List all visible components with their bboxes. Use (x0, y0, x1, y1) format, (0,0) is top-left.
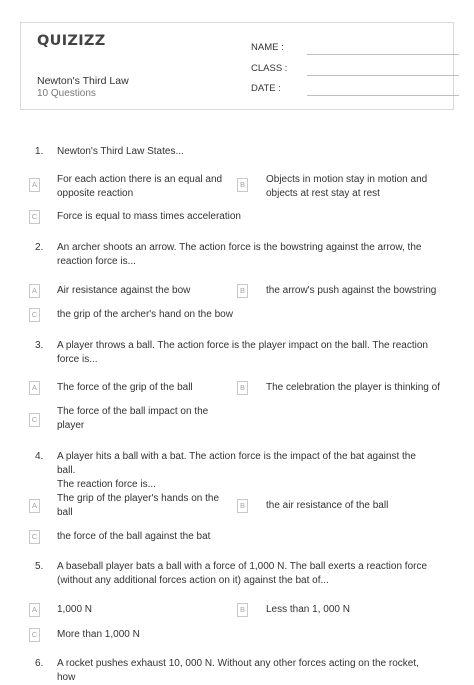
question-number: 6. (35, 658, 44, 669)
choice-letter-box: A (29, 603, 40, 617)
choice-letter-box: B (237, 603, 248, 617)
question-number: 1. (35, 146, 44, 157)
choice-letter-box: A (29, 499, 40, 513)
choice-text: For each action there is an equal and opposite reaction (57, 174, 223, 199)
choice-letter-box: B (237, 381, 248, 395)
choice-text: Force is equal to mass times acceleration (57, 211, 241, 222)
question-text: A player throws a ball. The action force is the player impact on the ball. The reaction force is... (57, 340, 428, 365)
choice-letter-box: A (29, 284, 40, 298)
choice-text: the grip of the archer's hand on the bow (57, 309, 233, 320)
choice-letter-box: B (237, 178, 248, 192)
choice-text: The force of the ball impact on the player (57, 406, 209, 431)
question-text: A player hits a ball with a bat. The action force is the impact of the bat against the ball. The reaction force is... (57, 451, 416, 490)
choice-letter-box: C (29, 530, 40, 544)
worksheet-header (20, 22, 454, 110)
name-label: NAME : (251, 42, 284, 53)
choice-letter-box: C (29, 413, 40, 427)
choice-letter-box: A (29, 178, 40, 192)
choice-text: Air resistance against the bow (57, 285, 191, 296)
class-line (307, 75, 459, 76)
choice-text: The celebration the player is thinking of (266, 382, 440, 393)
question-text: A baseball player bats a ball with a force of 1,000 N. The ball exerts a reaction force (without any additional forces action on it) against the bat of... (57, 561, 428, 586)
choice-letter-box: A (29, 381, 40, 395)
name-line (307, 54, 459, 55)
question-number: 2. (35, 242, 44, 253)
class-label: CLASS : (251, 63, 288, 74)
choice-text: 1,000 N (57, 604, 93, 615)
worksheet-title: Newton's Third Law (37, 75, 129, 87)
question-text: Newton's Third Law States... (57, 146, 184, 157)
choice-text: More than 1,000 N (57, 629, 140, 640)
choice-text: the force of the ball against the bat (57, 531, 211, 542)
quizizz-logo: QUIZIZZ (37, 33, 106, 49)
choice-text: the arrow's push against the bowstring (266, 285, 437, 296)
choice-text: The grip of the player's hands on the ball (57, 493, 220, 518)
date-line (307, 95, 459, 96)
worksheet-subtitle: 10 Questions (37, 88, 96, 99)
choice-text: Less than 1, 000 N (266, 604, 350, 615)
choice-letter-box: C (29, 308, 40, 322)
choice-text: Objects in motion stay in motion and objects at rest stay at rest (266, 174, 428, 199)
choice-text: The force of the grip of the ball (57, 382, 193, 393)
question-number: 3. (35, 340, 44, 351)
choice-letter-box: C (29, 210, 40, 224)
choice-letter-box: B (237, 284, 248, 298)
question-text: An archer shoots an arrow. The action force is the bowstring against the arrow, the reaction force is... (57, 242, 422, 267)
date-label: DATE : (251, 83, 281, 94)
question-text: A rocket pushes exhaust 10, 000 N. Without any other forces acting on the rocket, how (57, 658, 419, 683)
question-number: 4. (35, 451, 44, 462)
question-number: 5. (35, 561, 44, 572)
choice-text: the air resistance of the ball (266, 500, 389, 511)
choice-letter-box: C (29, 628, 40, 642)
choice-letter-box: B (237, 499, 248, 513)
